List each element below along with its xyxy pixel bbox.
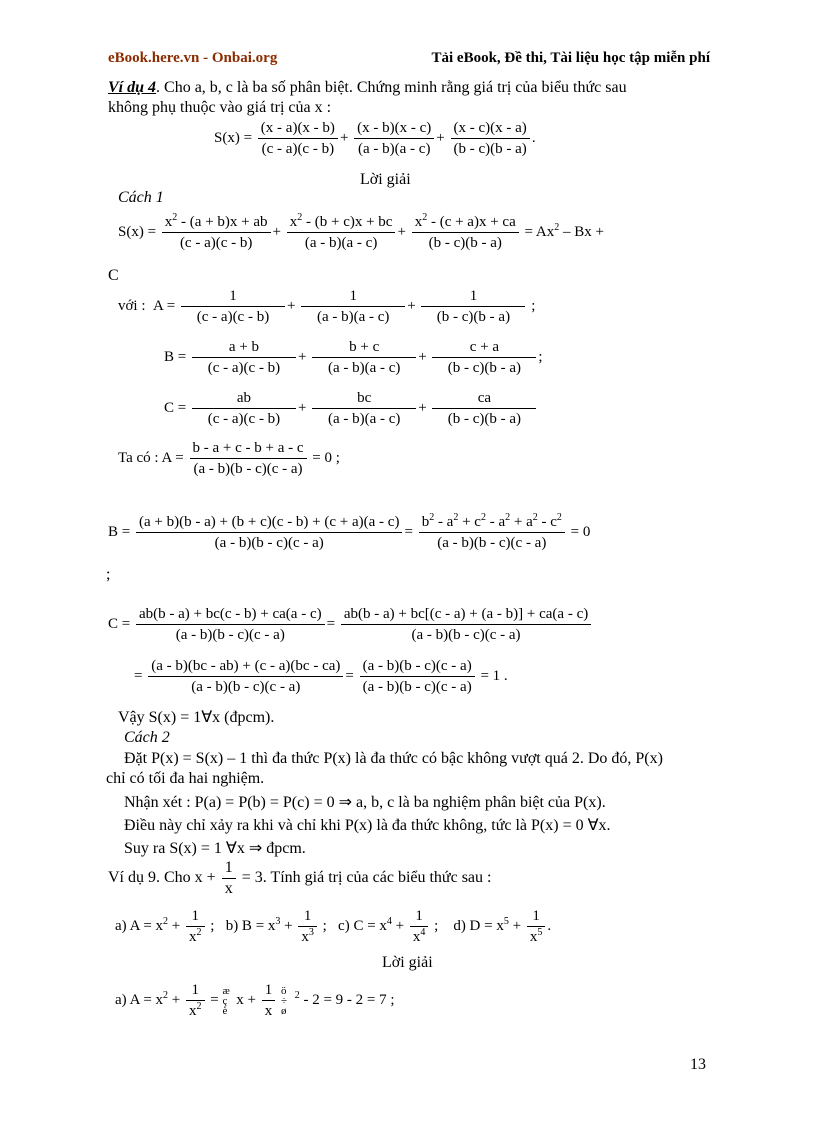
header-site[interactable]: eBook.here.vn - Onbai.org (108, 50, 278, 66)
coef-b-definition: B = $\frac{a + b}{(c - a)(c - b)}$ + $\frac{b + c}{(a - b)(a - c)}$ + $\frac{c + a}{(b - c)(b - a)}$ ; (164, 339, 543, 376)
method-1-expansion: S(x) = $\frac{x^2 - (a + b)x + ab}{(c - a)(c - b)}$ + $\frac{x^2 - (b + c)x + bc}{(a - b)(a - c)}$ + $\frac{x^2 - (c + a)x + ca}{(b - c)(b - a)}$ = $Ax^2$ – Bx + (118, 212, 604, 251)
method-1-wrap-c: C (108, 267, 119, 284)
page-number: 13 (690, 1056, 706, 1073)
example-4-label: Ví dụ 4 (108, 79, 157, 96)
method-2-line1: Đặt P(x) = S(x) – 1 thì đa thức P(x) là đa thức có bậc không vượt quá 2. Do đó, P(x) (124, 750, 663, 767)
coef-a-value: Ta có : A = $\frac{b - a + c - b + a - c}{(a - b)(b - c)(c - a)}$ = 0 ; (118, 440, 340, 477)
example-9-solution-title: Lời giải (382, 954, 433, 971)
page-header (108, 50, 710, 70)
coef-b-value: B = $\frac{(a + b)(b - a) + (b + c)(c - b) + (c + a)(a - c)}{(a - b)(b - c)(c - a)}$ = $\frac{b^2 - a^2 + c^2 - a^2 + a^2 - c^2}{(a - b)(b - c)(c - a)}$ = 0 (108, 512, 591, 551)
example-9-statement: Ví dụ 9. Cho x + $\frac{1}{x}$ = 3. Tính giá trị của các biểu thức sau : (108, 859, 492, 897)
method-1-title: Cách 1 (118, 189, 164, 206)
coef-a-definition: với : A = $\frac{1}{(c - a)(c - b)}$ + $\frac{1}{(a - b)(a - c)}$ + $\frac{1}{(b - c)(b - a)}$ ; (118, 288, 536, 325)
example-9-solution-a: a) $A = x^2$ + $\frac{1}{x^2}$ = æ ç è x + $\frac{1}{x}$ ö ÷ ø $^2$ - 2 = 9 - 2 = 7 ; (115, 982, 395, 1019)
conclusion-method-1: Vậy S(x) = 1∀x (đpcm). (118, 709, 275, 726)
method-2-line2: chỉ có tối đa hai nghiệm. (106, 770, 265, 787)
coef-c-value-2: = $\frac{(a - b)(bc - ab) + (c - a)(bc - ca)}{(a - b)(b - c)(c - a)}$ = $\frac{(a - b)(b - c)(c - a)}{(a - b)(b - c)(c - a)}$ = 1 . (134, 658, 508, 695)
example-9-label: Ví dụ 9. Cho (108, 869, 191, 887)
example-9-questions: a) $A = x^2$ + $\frac{1}{x^2}$ ; b) $B = x^3$ + $\frac{1}{x^3}$ ; c) $C = x^4$ + $\frac{1}{x^4}$ ; d) $D = x^5$ + $\frac{1}{x^5}$ . (115, 908, 552, 945)
solution-title: Lời giải (360, 171, 411, 188)
method-2-title: Cách 2 (124, 729, 170, 746)
header-tagline: Tải eBook, Đề thi, Tài liệu học tập miễn phí (431, 50, 710, 66)
method-2-line3: Nhận xét : P(a) = P(b) = P(c) = 0 ⇒ a, b, c là ba nghiệm phân biệt của P(x). (124, 794, 606, 811)
method-2-line5: Suy ra S(x) = 1 ∀x ⇒ đpcm. (124, 840, 306, 857)
coef-b-semicolon: ; (106, 566, 111, 583)
example-4-line2: không phụ thuộc vào giá trị của x : (108, 99, 332, 116)
method-2-line4: Điều này chỉ xảy ra khi và chỉ khi P(x) là đa thức không, tức là P(x) = 0 ∀x. (124, 817, 611, 834)
example-4-line1: Ví dụ 4. Cho a, b, c là ba số phân biệt. Chứng minh rằng giá trị của biểu thức sau (108, 79, 627, 96)
coef-c-value-1: C = $\frac{ab(b - a) + bc(c - b) + ca(a - c)}{(a - b)(b - c)(c - a)}$ = $\frac{ab(b - a) + bc[(c - a) + (a - b)] + ca(a - c)}{(a - b)(b - c)(c - a)}$ (108, 604, 593, 645)
s-definition: S(x) = $\frac{(x - a)(x - b)}{(c - a)(c - b)}$ + $\frac{(x - b)(x - c)}{(a - b)(a - c)}$ + $\frac{(x - c)(x - a)}{(b - c)(b - a)}$ . (214, 120, 536, 157)
coef-c-definition: C = $\frac{ab}{(c - a)(c - b)}$ + $\frac{bc}{(a - b)(a - c)}$ + $\frac{ca}{(b - c)(b - a)}$ (164, 388, 538, 429)
